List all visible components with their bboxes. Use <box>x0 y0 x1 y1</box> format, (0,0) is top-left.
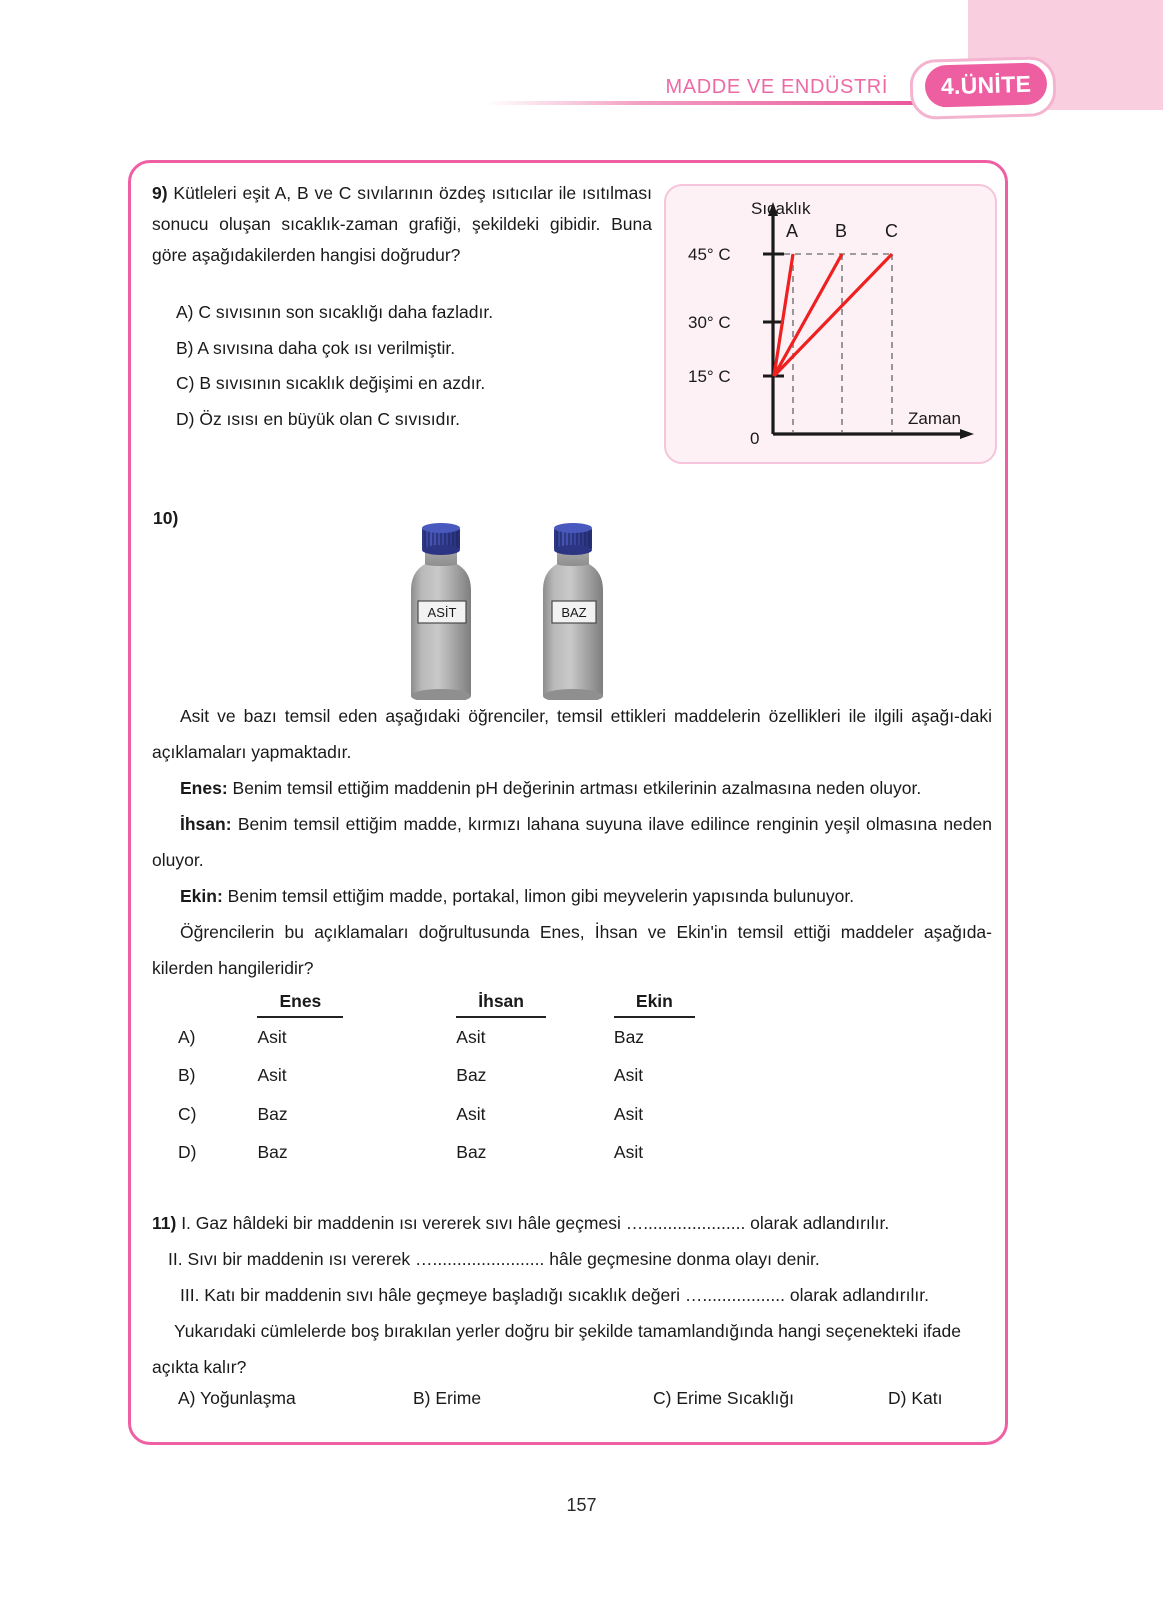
row-c-enes: Baz <box>257 1103 288 1124</box>
row-d-ihsan: Baz <box>456 1142 487 1163</box>
statement-ihsan <box>152 806 992 878</box>
row-label-d: D) <box>178 1142 197 1163</box>
bottle-label-acid: ASİT <box>427 605 457 620</box>
table-header-ihsan: İhsan <box>396 988 592 1018</box>
chart-y-axis-label: Sıcaklık <box>751 199 811 218</box>
question-11-option-a[interactable]: A) Yoğunlaşma <box>178 1388 296 1408</box>
question-9-stem <box>152 178 652 271</box>
row-b-ihsan: Baz <box>456 1065 487 1086</box>
row-label-b: B) <box>178 1065 196 1086</box>
row-label-a: A) <box>178 1026 196 1047</box>
row-a-ihsan: Asit <box>456 1026 486 1047</box>
chart-ytick-label-15: 15° C <box>688 367 731 386</box>
row-d-ekin: Asit <box>613 1142 644 1163</box>
question-10-intro: Asit ve bazı temsil eden aşağıdaki öğrenciler, temsil ettikleri maddelerin özellikleri ile ilgili aşağı-daki açıklamaları yapmaktadır. <box>152 706 992 762</box>
x-axis-arrow <box>960 429 974 439</box>
chart-series-label-b: B <box>835 221 848 241</box>
question-10-body <box>152 698 992 986</box>
table-header-row <box>170 988 730 1018</box>
question-11-number: 11) <box>152 1213 177 1233</box>
question-11-line-4: Yukarıdaki cümlelerde boş bırakılan yerler doğru bir şekilde tamamlandığında hangi seçenekteki ifade açıkta kalır? <box>152 1321 961 1377</box>
chart-ytick-label-45: 45° C <box>688 245 731 264</box>
row-a-ekin: Baz <box>613 1026 645 1047</box>
question-11-line-3: III. Katı bir maddenin sıvı hâle geçmeye başladığı sıcaklık değeri …................. olarak adlandırılır. <box>180 1285 929 1305</box>
row-a-enes: Asit <box>257 1026 287 1047</box>
bottles-illustration <box>380 500 660 700</box>
question-10-answer-table <box>170 988 730 1172</box>
question-11-option-b[interactable]: B) Erime <box>413 1388 482 1408</box>
chart-origin-label: 0 <box>750 429 760 448</box>
bottle-label-base: BAZ <box>561 605 587 620</box>
question-9-options <box>176 295 656 437</box>
question-10-number: 10) <box>153 508 179 528</box>
row-c-ekin: Asit <box>613 1103 644 1124</box>
row-label-c: C) <box>178 1103 197 1124</box>
table-row[interactable] <box>170 1095 730 1134</box>
question-9-option-c[interactable]: C) B sıvısının sıcaklık değişimi en azdır. <box>176 373 486 393</box>
question-9-option-a[interactable]: A) C sıvısının son sıcaklığı daha fazladır. <box>176 302 494 322</box>
table-header-blank <box>170 988 209 1018</box>
question-10-question: Öğrencilerin bu açıklamaları doğrultusunda Enes, İhsan ve Ekin'in temsil ettiği maddeler aşağıda-kilerden hangileridir? <box>152 922 992 978</box>
row-b-enes: Asit <box>257 1065 287 1086</box>
page-number: 157 <box>566 1495 597 1515</box>
question-9-option-b[interactable]: B) A sıvısına daha çok ısı verilmiştir. <box>176 337 456 358</box>
chart-x-axis-label: Zaman <box>908 409 961 428</box>
header-rule <box>487 101 937 105</box>
statement-ekin-speaker: Ekin: <box>180 886 223 906</box>
temperature-time-chart <box>664 184 997 464</box>
unit-title: MADDE VE ENDÜSTRİ <box>665 76 888 98</box>
unit-badge: 4.ÜNİTE <box>924 62 1047 107</box>
question-11-options <box>178 1388 988 1409</box>
question-9-number: 9) <box>152 183 168 203</box>
bottle-acid <box>411 523 471 700</box>
chart-ytick-label-30: 30° C <box>688 313 731 332</box>
bottle-base <box>543 523 603 700</box>
statement-ekin <box>152 878 992 914</box>
statement-enes-text: Benim temsil ettiğim maddenin pH değerinin artması etkilerinin azalmasına neden oluyor. <box>227 778 922 798</box>
question-11-line-1 <box>152 1205 997 1241</box>
statement-ihsan-speaker: İhsan: <box>180 814 232 834</box>
table-row[interactable] <box>170 1018 730 1057</box>
statement-ihsan-text: Benim temsil ettiğim madde, kırmızı lahana suyuna ilave edilince renginin yeşil olmasına neden oluyor. <box>152 814 992 870</box>
question-9-stem-text: Kütleleri eşit A, B ve C sıvılarının özdeş ısıtıcılar ile ısıtılması sonucu oluşan sıcaklık-zaman grafiği, şekildeki gibidir. Buna göre aşağıdakilerden hangisi doğrudur? <box>152 183 652 265</box>
question-11-option-d[interactable]: D) Katı <box>888 1388 943 1408</box>
table-row[interactable] <box>170 1057 730 1096</box>
row-d-enes: Baz <box>257 1142 288 1163</box>
statement-enes <box>152 770 992 806</box>
table-header-enes: Enes <box>209 988 396 1018</box>
chart-series-label-a: A <box>786 221 799 241</box>
table-row[interactable] <box>170 1134 730 1173</box>
question-11-line-2: II. Sıvı bir maddenin ısı vererek …....................... hâle geçmesine donma olayı denir. <box>168 1249 820 1269</box>
statement-enes-speaker: Enes: <box>180 778 228 798</box>
chart-series-label-c: C <box>885 221 898 241</box>
question-11 <box>152 1205 997 1385</box>
question-11-option-c[interactable]: C) Erime Sıcaklığı <box>653 1388 794 1408</box>
question-9-option-d[interactable]: D) Öz ısısı en büyük olan C sıvısıdır. <box>176 408 460 429</box>
row-c-ihsan: Asit <box>456 1103 486 1124</box>
statement-ekin-text: Benim temsil ettiğim madde, portakal, limon gibi meyvelerin yapısında bulunuyor. <box>222 886 855 906</box>
table-header-ekin: Ekin <box>592 988 730 1018</box>
question-11-line-1-text: I. Gaz hâldeki bir maddenin ısı vererek sıvı hâle geçmesi …..................... olarak adlandırılır. <box>176 1213 890 1233</box>
page-header <box>0 0 1163 120</box>
row-b-ekin: Asit <box>613 1065 644 1086</box>
